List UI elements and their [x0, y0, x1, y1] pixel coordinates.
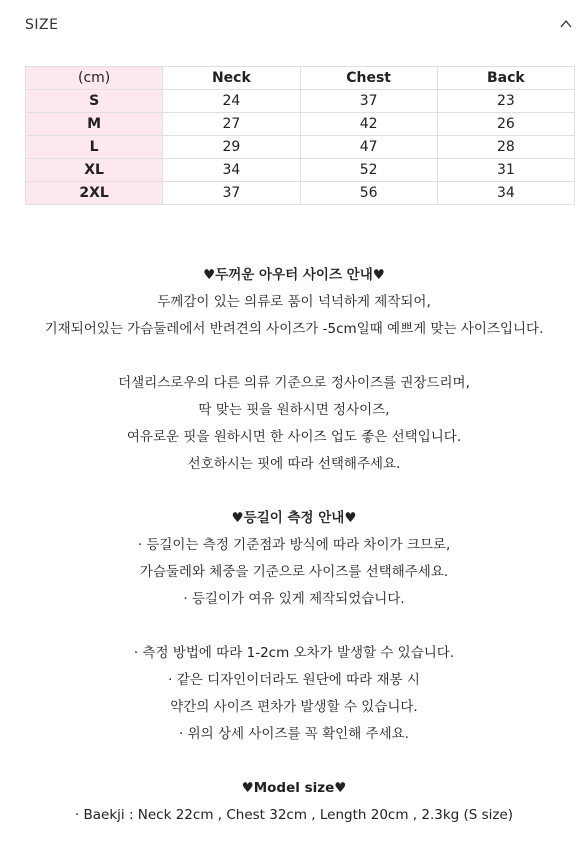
chest-value: 52: [300, 159, 437, 182]
back-note-line: · 등길이가 여유 있게 제작되었습니다.: [183, 591, 405, 607]
size-guide-notes: [0, 262, 588, 829]
outer-note-line: 딱 맞는 핏을 원하시면 정사이즈,: [198, 402, 390, 418]
neck-value: 34: [163, 159, 300, 182]
column-header-back: Back: [437, 67, 574, 90]
size-label: 2XL: [26, 182, 163, 205]
outer-note-line: 여유로운 핏을 원하시면 한 사이즈 업도 좋은 선택입니다.: [126, 429, 462, 445]
size-label: XL: [26, 159, 163, 182]
back-note-line: 약간의 사이즈 편차가 발생할 수 있습니다.: [170, 699, 418, 715]
back-note-line: · 같은 디자인이더라도 원단에 따라 재봉 시: [168, 672, 420, 688]
size-label: L: [26, 136, 163, 159]
table-row: [26, 136, 575, 159]
size-label: S: [26, 90, 163, 113]
back-value: 28: [437, 136, 574, 159]
column-header-unit: (cm): [26, 67, 163, 90]
chest-value: 37: [300, 90, 437, 113]
neck-value: 29: [163, 136, 300, 159]
table-row: [26, 113, 575, 136]
chest-value: 56: [300, 182, 437, 205]
model-size-heading: ♥Model size♥: [241, 780, 347, 796]
back-value: 31: [437, 159, 574, 182]
size-section-header[interactable]: [0, 0, 588, 52]
neck-value: 37: [163, 182, 300, 205]
section-title: SIZE: [25, 17, 59, 33]
back-value: 34: [437, 182, 574, 205]
back-note-line: 가슴둘레와 체중을 기준으로 사이즈를 선택해주세요.: [139, 564, 449, 580]
back-note-line: · 등길이는 측정 기준점과 방식에 따라 차이가 크므로,: [137, 537, 451, 553]
size-label: M: [26, 113, 163, 136]
back-length-heading: ♥등길이 측정 안내♥: [231, 510, 357, 526]
neck-value: 27: [163, 113, 300, 136]
column-header-chest: Chest: [300, 67, 437, 90]
back-note-line: · 위의 상세 사이즈를 꼭 확인해 주세요.: [179, 726, 409, 742]
column-header-neck: Neck: [163, 67, 300, 90]
table-row: [26, 159, 575, 182]
table-header-row: [26, 67, 575, 90]
size-table: [25, 66, 575, 205]
chest-value: 42: [300, 113, 437, 136]
back-value: 26: [437, 113, 574, 136]
outer-note-line: 기재되어있는 가슴둘레에서 반려견의 사이즈가 -5cm일때 예쁘게 맞는 사이즈입니다.: [44, 321, 544, 337]
back-value: 23: [437, 90, 574, 113]
model-size-line: · Baekji : Neck 22cm , Chest 32cm , Length 20cm , 2.3kg (S size): [74, 807, 514, 823]
outer-size-heading: ♥두꺼운 아우터 사이즈 안내♥: [203, 267, 385, 283]
chest-value: 47: [300, 136, 437, 159]
outer-note-line: 두께감이 있는 의류로 품이 넉넉하게 제작되어,: [157, 294, 431, 310]
back-note-line: · 측정 방법에 따라 1-2cm 오차가 발생할 수 있습니다.: [133, 645, 455, 661]
table-row: [26, 182, 575, 205]
neck-value: 24: [163, 90, 300, 113]
table-row: [26, 90, 575, 113]
chevron-up-icon[interactable]: [558, 16, 574, 32]
outer-note-line: 선호하시는 핏에 따라 선택해주세요.: [187, 456, 401, 472]
outer-note-line: 더샐리스로우의 다른 의류 기준으로 정사이즈를 권장드리며,: [118, 375, 470, 391]
